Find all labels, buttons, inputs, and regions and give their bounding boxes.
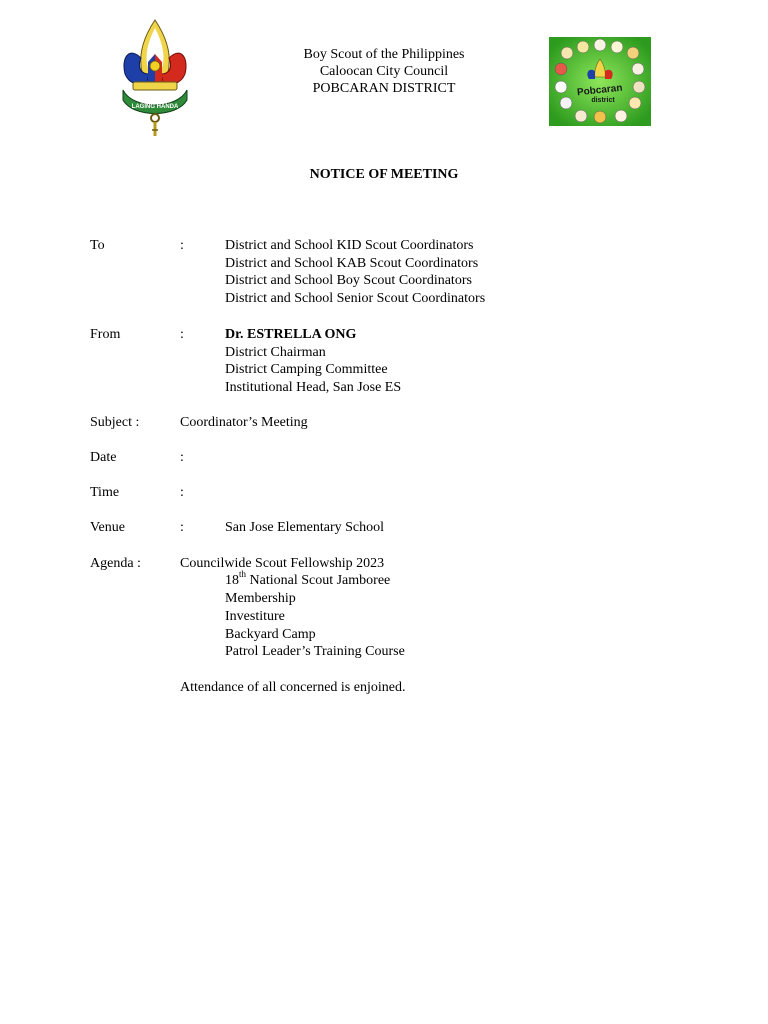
pobcaran-logo-text: Pobcaran <box>576 82 623 99</box>
venue-colon: : <box>180 520 184 535</box>
to-line-1: District and School KID Scout Coordinators <box>225 238 474 253</box>
to-line-4: District and School Senior Scout Coordinators <box>225 291 486 306</box>
motto-label: LAGING HANDA <box>131 104 179 110</box>
time-colon: : <box>180 485 184 500</box>
agenda-item-membership: Membership <box>225 591 296 606</box>
agenda-item-1: Councilwide Scout Fellowship 2023 <box>180 556 385 571</box>
closing-note: Attendance of all concerned is enjoined. <box>180 680 406 695</box>
agenda-label: Agenda : <box>90 556 141 571</box>
jamboree-number: 18 <box>225 573 239 588</box>
jamboree-text: National Scout Jamboree <box>246 573 391 588</box>
date-label: Date <box>90 450 117 465</box>
district-name: POBCARAN DISTRICT <box>312 81 456 96</box>
agenda-item-backyard-camp: Backyard Camp <box>225 627 316 642</box>
from-colon: : <box>180 327 184 342</box>
venue-label: Venue <box>90 520 125 535</box>
from-line-1: District Chairman <box>225 345 326 360</box>
document-title: NOTICE OF MEETING <box>309 167 459 182</box>
to-line-3: District and School Boy Scout Coordinators <box>225 273 472 288</box>
to-colon: : <box>180 238 184 253</box>
time-label: Time <box>90 485 120 500</box>
to-label: To <box>90 238 105 253</box>
agenda-item-investiture: Investiture <box>225 609 285 624</box>
district-logo-text: district <box>591 97 615 104</box>
pobcaran-district-logo <box>549 37 651 126</box>
agenda-item-jamboree <box>225 569 391 589</box>
from-name: Dr. ESTRELLA ONG <box>225 327 357 342</box>
date-colon: : <box>180 450 184 465</box>
from-line-2: District Camping Committee <box>225 362 388 377</box>
from-line-3: Institutional Head, San Jose ES <box>225 380 402 395</box>
agenda-item-pltc: Patrol Leader’s Training Course <box>225 644 405 659</box>
venue-value: San Jose Elementary School <box>225 520 385 535</box>
from-label: From <box>90 327 121 342</box>
jamboree-ordinal: th <box>239 569 247 580</box>
council-name: Caloocan City Council <box>319 64 449 79</box>
subject-label: Subject : <box>90 415 140 430</box>
to-line-2: District and School KAB Scout Coordinators <box>225 256 479 271</box>
subject-value: Coordinator’s Meeting <box>180 415 308 430</box>
bsp-logo <box>119 18 191 138</box>
org-name: Boy Scout of the Philippines <box>303 47 465 62</box>
